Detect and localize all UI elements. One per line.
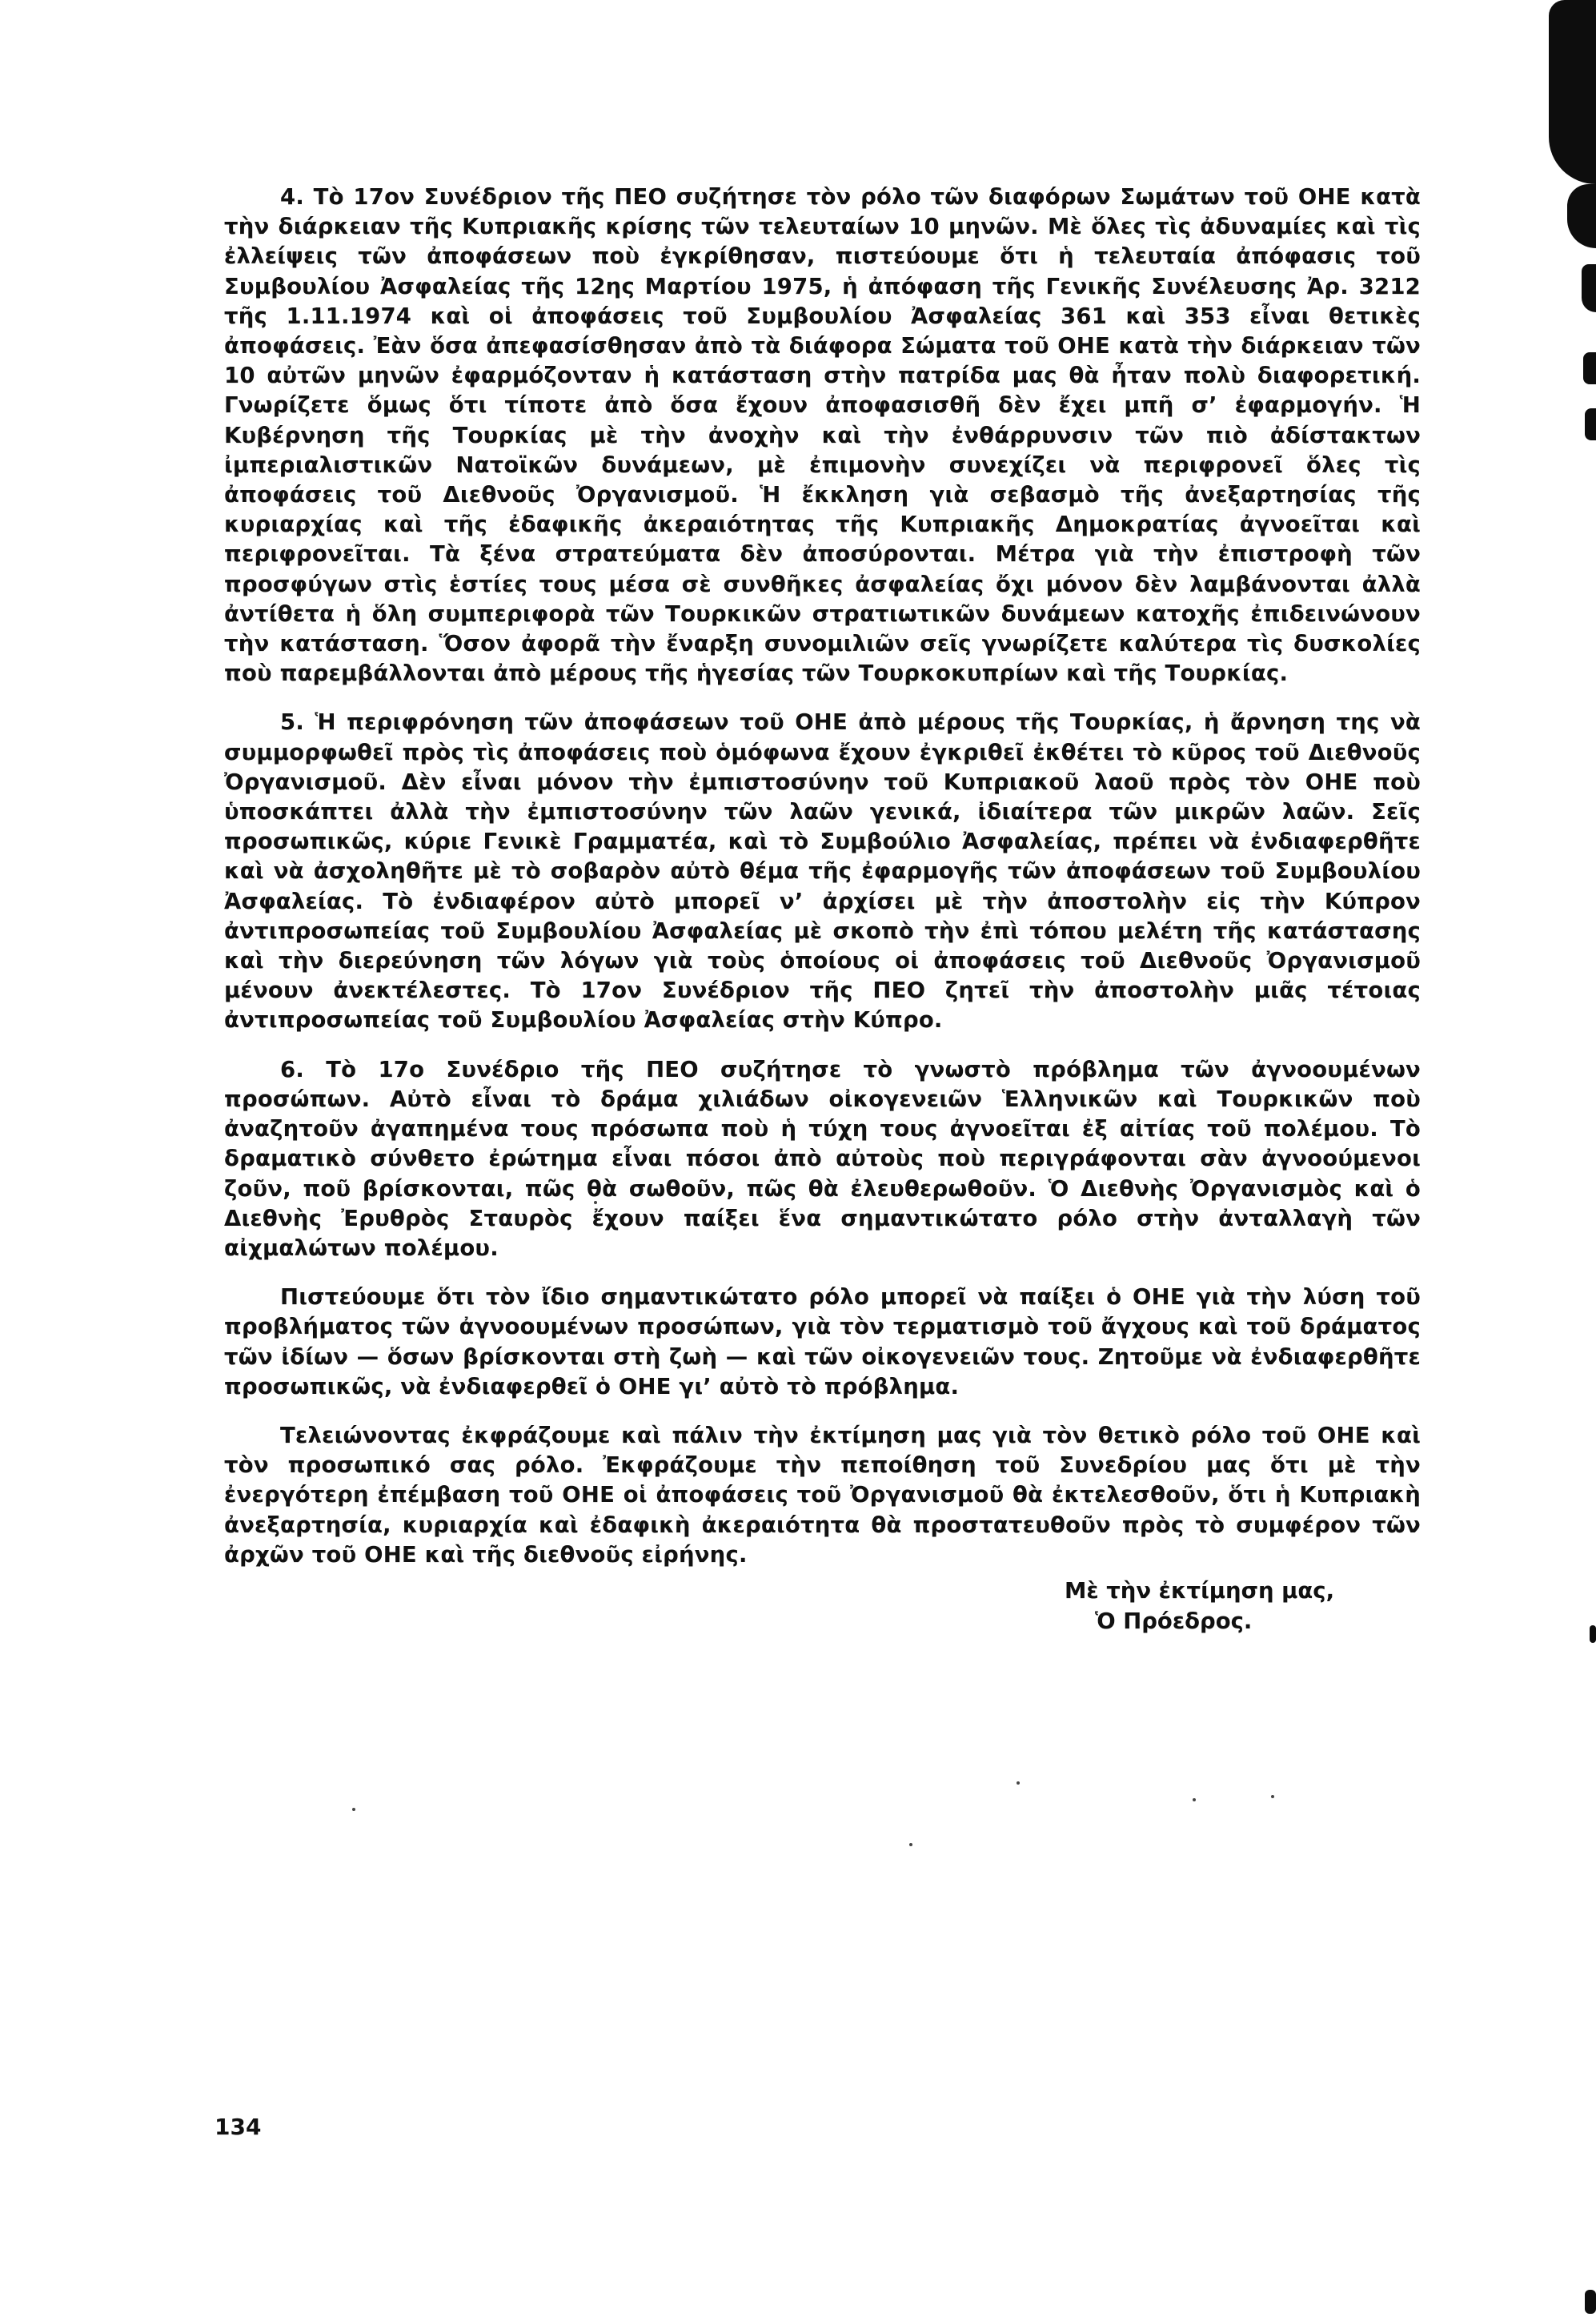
page-number: 134 (215, 2114, 262, 2140)
signature-block (1065, 1576, 1417, 1636)
paragraph-missing-persons: Πιστεύουμε ὅτι τὸν ἴδιο σημαντικώτατο ρόλο μπορεῖ νὰ παίξει ὁ ΟΗΕ γιὰ τὴν λύση τοῦ προβλήματος τῶν ἀγνοουμένων προσώπων, γιὰ τὸν τερματισμὸ τοῦ ἄγχους καὶ τοῦ δράματος τῶν ἰδίων — ὅσων βρίσκονται στὴ ζωὴ — καὶ τῶν οἰκογενειῶν τους. Ζητοῦμε νὰ ἐνδιαφερθῆτε προσωπικῶς, νὰ ἐνδιαφερθεῖ ὁ ΟΗΕ γι’ αὐτὸ τὸ πρόβλημα. (224, 1284, 1421, 1399)
closing-salutation: Μὲ τὴν ἐκτίμηση μας, (1065, 1578, 1335, 1604)
scan-speck (1017, 1781, 1020, 1785)
paragraph-conclusion: Τελειώνοντας ἐκφράζουμε καὶ πάλιν τὴν ἐκτίμηση μας γιὰ τὸν θετικὸ ρόλο τοῦ ΟΗΕ καὶ τὸν προσωπικό σας ρόλο. Ἐκφράζουμε τὴν πεποίθηση τοῦ Συνεδρίου μας ὅτι μὲ τὴν ἐνεργότερη ἐπέμβαση τοῦ ΟΗΕ οἱ ἀποφάσεις τοῦ Ὀργανισμοῦ θὰ ἐκτελεσθοῦν, ὅτι ἡ Κυπριακὴ ἀνεξαρτησία, κυριαρχία καὶ ἐδαφικὴ ἀκεραιότητα θὰ προστατευθοῦν πρὸς τὸ συμφέρον τῶν ἀρχῶν τοῦ ΟΗΕ καὶ τῆς διεθνοῦς εἰρήνης. (224, 1422, 1421, 1568)
scan-edge-shadow (1585, 408, 1596, 440)
scan-speck (1271, 1795, 1274, 1798)
paragraph-5: 5. Ἡ περιφρόνηση τῶν ἀποφάσεων τοῦ ΟΗΕ ἀπὸ μέρους τῆς Τουρκίας, ἡ ἄρνηση της νὰ συμμορφωθεῖ πρὸς τὶς ἀποφάσεις ποὺ ὁμόφωνα ἔχουν ἐγκριθεῖ ἐκθέτει τὸ κῦρος τοῦ Διεθνοῦς Ὀργανισμοῦ. Δὲν εἶναι μόνον τὴν ἐμπιστοσύνην τοῦ Κυπριακοῦ λαοῦ πρὸς τὸν ΟΗΕ ποὺ ὑποσκάπτει ἀλλὰ τὴν ἐμπιστοσύνην τῶν λαῶν γενικά, ἰδιαίτερα τῶν μικρῶν λαῶν. Σεῖς προσωπικῶς, κύριε Γενικὲ Γραμματέα, καὶ τὸ Συμβούλιο Ἀσφαλείας, πρέπει νὰ ἐνδιαφερθῆτε καὶ νὰ ἀσχοληθῆτε μὲ τὸ σοβαρὸν αὐτὸ θέμα τῆς ἐφαρμογῆς τῶν ἀποφάσεων τοῦ Συμβουλίου Ἀσφαλείας. Τὸ ἐνδιαφέρον αὐτὸ μπορεῖ ν’ ἀρχίσει μὲ τὴν ἀποστολὴν εἰς τὴν Κύπρον ἀντιπροσωπείας τοῦ Συμβουλίου Ἀσφαλείας μὲ σκοπὸ τὴν ἐπὶ τόπου μελέτη τῆς κατάστασης καὶ τὴν διερεύνηση τῶν λόγων γιὰ τοὺς ὁποίους οἱ ἀποφάσεις τοῦ Διεθνοῦς Ὀργανισμοῦ μένουν ἀνεκτέλεστες. Τὸ 17ον Συνέδριον τῆς ΠΕΟ ζητεῖ τὴν ἀποστολὴν μιᾶς τέτοιας ἀντιπροσωπείας τοῦ Συμβουλίου Ἀσφαλείας στὴν Κύπρο. (224, 709, 1421, 1034)
paragraph-4: 4. Τὸ 17ον Συνέδριον τῆς ΠΕΟ συζήτησε τὸν ρόλο τῶν διαφόρων Σωμάτων τοῦ ΟΗΕ κατὰ τὴν διάρκειαν τῆς Κυπριακῆς κρίσης τῶν τελευταίων 10 μηνῶν. Μὲ ὅλες τὶς ἀδυναμίες καὶ τὶς ἐλλείψεις τῶν ἀποφάσεων ποὺ ἐγκρίθησαν, πιστεύουμε ὅτι ἡ τελευταία ἀπόφασις τοῦ Συμβουλίου Ἀσφαλείας τῆς 12ης Μαρτίου 1975, ἡ ἀπόφαση τῆς Γενικῆς Συνέλευσης Ἀρ. 3212 τῆς 1.11.1974 καὶ οἱ ἀποφάσεις τοῦ Συμβουλίου Ἀσφαλείας 361 καὶ 353 εἶναι θετικὲς ἀποφάσεις. Ἐὰν ὅσα ἀπεφασίσθησαν ἀπὸ τὰ διάφορα Σώματα τοῦ ΟΗΕ κατὰ τὴν διάρκειαν τῶν 10 αὐτῶν μηνῶν ἐφαρμόζονταν ἡ κατάσταση στὴν πατρίδα μας θὰ ἦταν πολὺ διαφορετική. Γνωρίζετε ὅμως ὅτι τίποτε ἀπὸ ὅσα ἔχουν ἀποφασισθῆ δὲν ἔχει μπῆ σ’ ἐφαρμογήν. Ἡ Κυβέρνηση τῆς Τουρκίας μὲ τὴν ἀνοχὴν καὶ τὴν ἐνθάρρυνσιν τῶν πιὸ ἀδίστακτων ἰμπεριαλιστικῶν Νατοϊκῶν δυνάμεων, μὲ ἐπιμονὴν συνεχίζει νὰ περιφρονεῖ ὅλες τὶς ἀποφάσεις τοῦ Διεθνοῦς Ὀργανισμοῦ. Ἡ ἔκκληση γιὰ σεβασμὸ τῆς ἀνεξαρτησίας τῆς κυριαρχίας καὶ τῆς ἐδαφικῆς ἀκεραιότητας τῆς Κυπριακῆς Δημοκρατίας ἀγνοεῖται καὶ περιφρονεῖται. Τὰ ξένα στρατεύματα δὲν ἀποσύρονται. Μέτρα γιὰ τὴν ἐπιστροφὴ τῶν προσφύγων στὶς ἑστίες τους μέσα σὲ συνθῆκες ἀσφαλείας ὄχι μόνον δὲν λαμβάνονται ἀλλὰ ἀντίθετα ἡ ὅλη συμπεριφορὰ τῶν Τουρκικῶν στρατιωτικῶν δυνάμεων κατοχῆς ἐπιδεινώνουν τὴν κατάσταση. Ὅσον ἀφορᾶ τὴν ἔναρξη συνομιλιῶν σεῖς γνωρίζετε καλύτερα τὶς δυσκολίες ποὺ παρεμβάλλονται ἀπὸ μέρους τῆς ἡγεσίας τῶν Τουρκοκυπρίων καὶ τῆς Τουρκίας. (224, 184, 1421, 687)
scan-edge-shadow (1590, 1625, 1596, 1643)
scan-speck (352, 1808, 355, 1811)
letter-body (224, 183, 1421, 1589)
scan-edge-shadow (1567, 184, 1596, 248)
scan-edge-shadow (1585, 2290, 1596, 2314)
scan-speck (909, 1843, 912, 1846)
scan-edge-shadow (1549, 0, 1596, 184)
scan-edge-shadow (1582, 264, 1596, 312)
signatory-title: Ὁ Πρόεδρος. (1095, 1608, 1253, 1634)
paragraph-6: 6. Τὸ 17ο Συνέδριο τῆς ΠΕΟ συζήτησε τὸ γνωστὸ πρόβλημα τῶν ἀγνοουμένων προσώπων. Αὐτὸ εἶναι τὸ δράμα χιλιάδων οἰκογενειῶν Ἑλληνικῶν καὶ Τουρκικῶν ποὺ ἀναζητοῦν ἀγαπημένα τους πρόσωπα ποὺ ἡ τύχη τους ἀγνοεῖται ἐξ αἰτίας τοῦ πολέμου. Τὸ δραματικὸ σύνθετο ἐρώτημα εἶναι πόσοι ἀπὸ αὐτοὺς ποὺ περιγράφονται σὰν ἀγνοούμενοι ζοῦν, ποῦ βρίσκονται, πῶς θὰ σωθοῦν, πῶς θὰ ἐλευθερωθοῦν. Ὁ Διεθνὴς Ὀργανισμὸς καὶ ὁ Διεθνὴς Ἐρυθρὸς Σταυρὸς ἔχουν παίξει ἕνα σημαντικώτατο ρόλο στὴν ἀνταλλαγὴ τῶν αἰχμαλώτων πολέμου. (224, 1056, 1421, 1261)
scan-speck (1193, 1798, 1196, 1801)
scan-edge-shadow (1583, 352, 1596, 384)
